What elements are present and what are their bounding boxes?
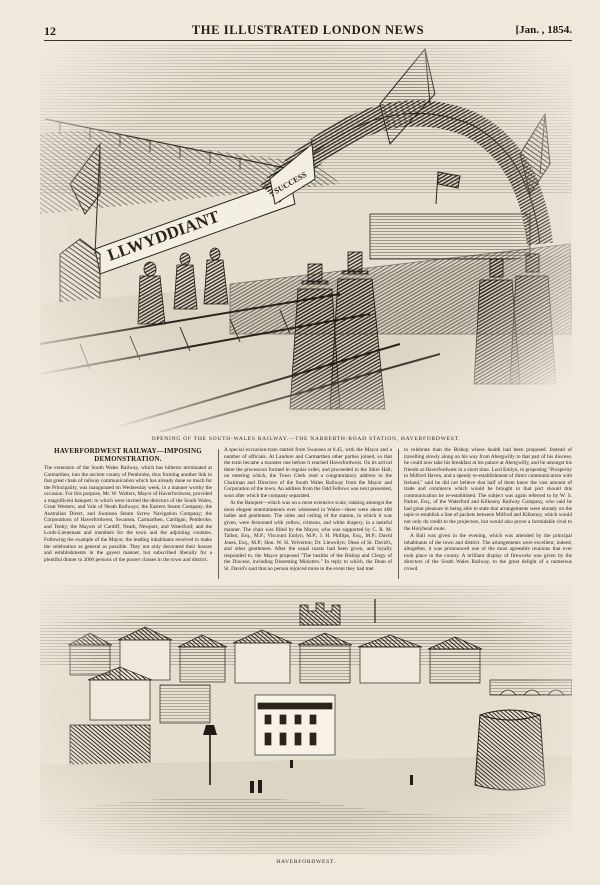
article <box>44 447 572 581</box>
column-divider <box>218 449 219 579</box>
article-column-2 <box>224 447 392 581</box>
article-column-1 <box>44 447 212 581</box>
publication-title: THE ILLUSTRATED LONDON NEWS <box>191 23 425 37</box>
column-2-paragraph: A special excursion-train started from Swansea at 8.45, with the Mayor and a number of officials. At Landore and Carmarthen other parties joined, so that the train became a monster one before it reached Haverfordwest. On its arrival there the procession formed in regular order, and proceeded to the Shire Hall; on entering which, the Town Clerk read a congratulatory address to the Chairman and Directors of the South Wales Railway from the Mayor and Corporation of the town. An address from the Odd Fellows was next presented, soon after which the company separated. <box>224 447 392 499</box>
bottom-engraving-caption: HAVERFORDWEST. <box>276 859 336 865</box>
town-engraving <box>40 585 572 855</box>
page-number: 12 <box>44 24 56 38</box>
column-2-paragraph: At the Banquet—which was on a most extensive scale, ranking amongst the most elegant entertainments ever witnessed in Wales—there were about 400 ladies and gentlemen. The sides and ceiling of the station, in which it was given, were festooned with yellow, crimson, and white drapery, in a tasteful manner. The chair was filled by the Mayor, who was supported by C. R. M. Talbot, Esq., M.P.; Viscount Emlyn, M.P.; J. H. Phillips, Esq., M.P.; David Jones, Esq., M.P.; Hon. W. H. Yelverton; Dr. Llewellyn; Dean of St. David's, and other gentlemen. After the usual toasts had been given, and loyally responded to, the Mayor proposed "The healths of the Bishop and Clergy of the Diocese, including Dissenting Ministers." In reply to which, the Dean of St. David's said that no person rejoiced more in the event they had met <box>224 500 392 572</box>
column-1-paragraph: The extension of the South Wales Railway, which has hitherto terminated at Carmarthen, into the ancient county of Pembroke, thus forming another link in that great chain of railway communication which has already done so much for the Principality, was inaugurated on Wednesday week, in a manner worthy the occasion. For this purpose, Mr. W. Walters, Mayor of Haverfordwest, provided a magnificent banquet; to which were invited the directors of the South Wales, Great Western, and Vale of Neath Railways; the Eastern Steam Company, the Australian Direct, and Swansea Steam Screw Navigation Company; the Corporations of Haverfordwest, Swansea, Carmarthen, Cardigan, Pembroke, and Tenby; the Mayors of Cardiff, Neath, Newport, and Waterford; and the Lords-Lieutenant and members for the town and the adjoining counties. Following the example of the Mayor, the leading inhabitants resolved to make the celebration as general as possible. They not only decorated their houses and establishments in the gayest manner, but subscribed liberally for a plentiful dinner to 2000 persons of the poorer classes in the town and district. <box>44 465 212 563</box>
top-engraving-caption: OPENING OF THE SOUTH-WALES RAILWAY.—THE NARBERTH-ROAD STATION, HAVERFORDWEST. <box>151 436 461 442</box>
column-3-paragraph: to celebrate than the Bishop whose health had been proposed. Instead of travelling slowly along on his way from Abergwilly to that part of his diocese, he could now take his breakfast at his palace at Abergwilly, and be amongst his friends at Haverfordwest in a short time. Lord Emlyn, in proposing "Prosperity to Milford Haven, and a speedy re-establishment of direct communication with Ireland," said he did not believe that half of them knew the vast amount of trade and commerce which would be brought to that port should this communication be re-established. The subject was again referred to by W. S. Parker, Esq., of the Waterford and Kilkenny Railway Company, who said he had great pleasure in being able to state that arrangements were already on the tapis to establish a line of packets between Milford and Kilkenny, which would not only do credit to the projectors, but would also prove a formidable rival to the Holyhead route. <box>404 447 572 532</box>
station-engraving <box>40 44 572 432</box>
article-column-3 <box>404 447 572 581</box>
column-3-paragraph: A Ball was given in the evening, which was attended by the principal inhabitants of the town and district. The arrangements were excellent; indeed, altogether, it was pronounced one of the most agreeable reunions that ever took place in the county. A brilliant display of fireworks was given by the directors of the South Wales Railway, to the great delight of a numerous crowd. <box>404 533 572 572</box>
issue-date: [Jan. , 1854. <box>515 24 572 36</box>
article-heading: HAVERFORDWEST RAILWAY—IMPOSING DEMONSTRATION. <box>54 447 202 463</box>
masthead <box>44 22 572 41</box>
column-divider <box>398 449 399 579</box>
